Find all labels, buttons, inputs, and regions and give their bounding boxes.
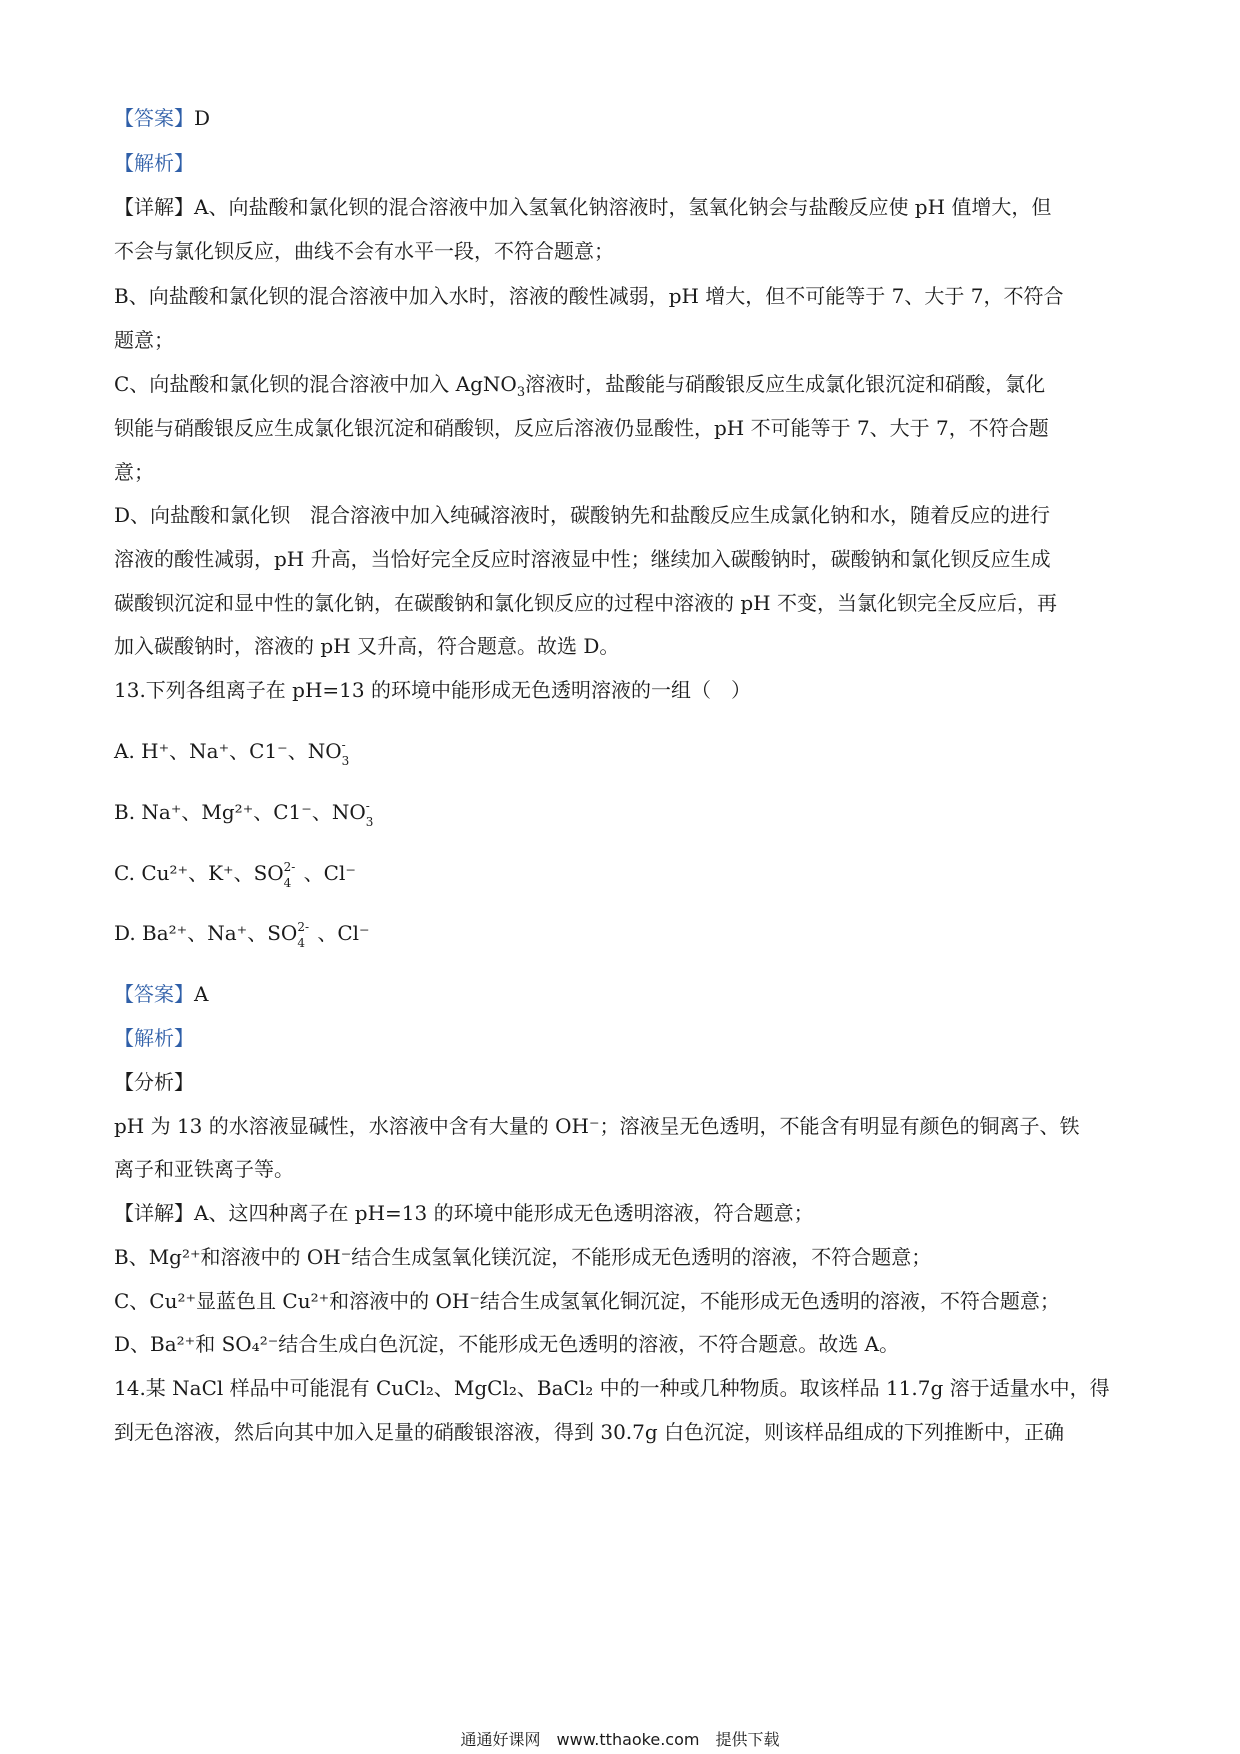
q13-option-d <box>114 918 1134 948</box>
option-b-text: Na⁺、Mg²⁺、C1⁻、NO <box>141 800 366 824</box>
answer-tag: 【答案】 <box>114 982 194 1006</box>
so4-charge: 2- 4 <box>297 920 310 950</box>
q12-line-10: 碳酸钡沉淀和显中性的氯化钠，在碳酸钠和氯化钡反应的过程中溶液的 pH 不变，当氯化钡完全反应后，再 <box>114 591 1057 615</box>
detail-text: A、向盐酸和氯化钡的混合溶液中加入氢氧化钠溶液时，氢氧化钠会与盐酸反应使 pH 值增大，但 <box>194 195 1052 219</box>
line5-sub: 3 <box>516 385 526 400</box>
q12-line-5 <box>114 369 1134 399</box>
q14-line-2: 到无色溶液，然后向其中加入足量的硝酸银溶液，得到 30.7g 白色沉淀，则该样品组成的下列推断中，正确 <box>114 1420 1065 1444</box>
option-c-text-1: Cu²⁺、K⁺、SO <box>141 861 284 885</box>
detail-tag: 【详解】 <box>114 1201 194 1225</box>
q13-question: 13.下列各组离子在 pH=13 的环境中能形成无色透明溶液的一组（ ） <box>114 678 751 702</box>
q13-analysis-tag: 【解析】 <box>114 1026 194 1050</box>
option-a-label: A. <box>114 739 135 763</box>
q12-answer <box>114 103 1134 133</box>
q12-line-3: B、向盐酸和氯化钡的混合溶液中加入水时，溶液的酸性减弱，pH 增大，但不可能等于 7、大于 7，不符合 <box>114 284 1064 308</box>
q13-detail-1 <box>114 1198 1134 1228</box>
option-c-text-2: 、Cl⁻ <box>303 861 356 885</box>
q13-fenxi-1: pH 为 13 的水溶液显碱性，水溶液中含有大量的 OH⁻；溶液呈无色透明，不能含有明显有颜色的铜离子、铁 <box>114 1114 1080 1138</box>
q12-line-8: D、向盐酸和氯化钡 混合溶液中加入纯碱溶液时，碳酸钠先和盐酸反应生成氯化钠和水，随着反应的进行 <box>114 503 1051 527</box>
option-d-text-2: 、Cl⁻ <box>317 921 370 945</box>
q12-line-6: 钡能与硝酸银反应生成氯化银沉淀和硝酸钡，反应后溶液仍显酸性，pH 不可能等于 7、大于 7，不符合题 <box>114 416 1049 440</box>
q12-line-4: 题意； <box>114 328 174 352</box>
line5-b: 溶液时，盐酸能与硝酸银反应生成氯化银沉淀和硝酸，氯化 <box>525 372 1046 396</box>
q13-detail-3: C、Cu²⁺显蓝色且 Cu²⁺和溶液中的 OH⁻结合生成氢氧化铜沉淀，不能形成无色透明的溶液，不符合题意； <box>114 1289 1060 1313</box>
q13-fenxi-2: 离子和亚铁离子等。 <box>114 1157 294 1181</box>
detail-tag: 【详解】 <box>114 195 194 219</box>
q12-line-9: 溶液的酸性减弱，pH 升高，当恰好完全反应时溶液显中性；继续加入碳酸钠时，碳酸钠和氯化钡反应生成 <box>114 547 1051 571</box>
q12-detail-line-1 <box>114 192 1134 222</box>
q13-fenxi-tag: 【分析】 <box>114 1070 194 1094</box>
page-footer: 通通好课网 www.tthaoke.com 提供下载 <box>460 1730 780 1749</box>
detail-text: A、这四种离子在 pH=13 的环境中能形成无色透明溶液，符合题意； <box>194 1201 814 1225</box>
q13-answer <box>114 979 1134 1009</box>
q12-line-2: 不会与氯化钡反应，曲线不会有水平一段，不符合题意； <box>114 239 614 263</box>
q13-option-a <box>114 736 1134 766</box>
q13-option-c <box>114 858 1134 888</box>
q12-line-11: 加入碳酸钠时，溶液的 pH 又升高，符合题意。故选 D。 <box>114 634 620 658</box>
q13-detail-2: B、Mg²⁺和溶液中的 OH⁻结合生成氢氧化镁沉淀，不能形成无色透明的溶液，不符合题意； <box>114 1245 932 1269</box>
answer-value: A <box>194 982 209 1006</box>
option-a-text: H⁺、Na⁺、C1⁻、NO <box>141 739 342 763</box>
option-b-label: B. <box>114 800 136 824</box>
q12-line-7: 意； <box>114 460 154 484</box>
answer-value: D <box>194 106 211 130</box>
option-d-label: D. <box>114 921 136 945</box>
no3-charge: - 3 <box>341 738 350 768</box>
so4-charge: 2- 4 <box>283 860 296 890</box>
option-c-label: C. <box>114 861 135 885</box>
answer-tag: 【答案】 <box>114 106 194 130</box>
no3-charge: - 3 <box>365 799 374 829</box>
q13-option-b <box>114 797 1134 827</box>
line5-a: C、向盐酸和氯化钡的混合溶液中加入 AgNO <box>114 372 517 396</box>
option-d-text-1: Ba²⁺、Na⁺、SO <box>142 921 298 945</box>
q14-line-1: 14.某 NaCl 样品中可能混有 CuCl₂、MgCl₂、BaCl₂ 中的一种或几种物质。取该样品 11.7g 溶于适量水中，得 <box>114 1376 1110 1400</box>
q13-detail-4: D、Ba²⁺和 SO₄²⁻结合生成白色沉淀，不能形成无色透明的溶液，不符合题意。故选 A。 <box>114 1332 900 1356</box>
q12-analysis-tag: 【解析】 <box>114 151 194 175</box>
